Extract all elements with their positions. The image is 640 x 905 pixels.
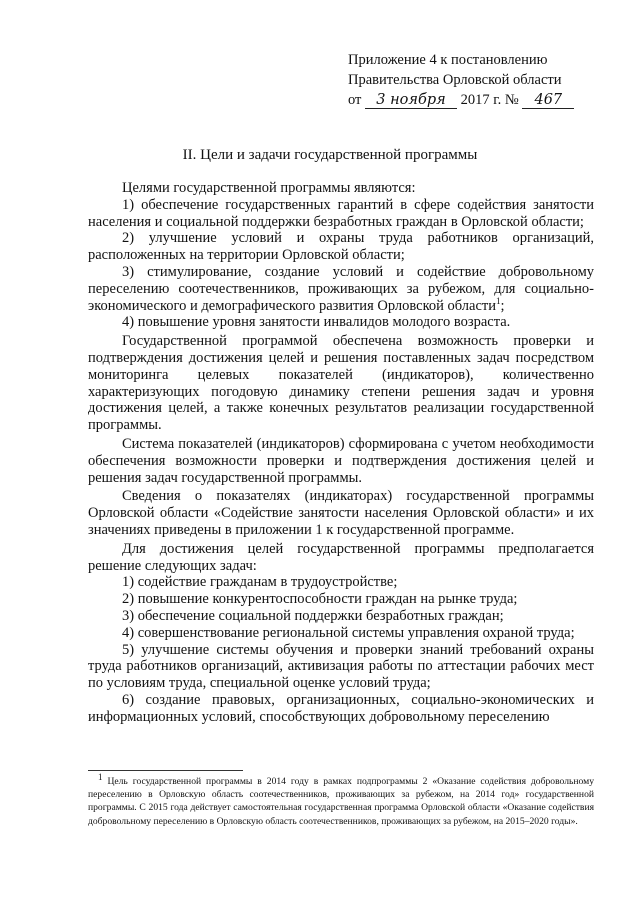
footnote-text (88, 771, 594, 828)
paragraph: Система показателей (индикаторов) сформирована с учетом необходимости обеспечения возможности проверки и подтверждения достижения целей и решения задач государственной программы. (88, 435, 594, 486)
paragraph-text: 3) стимулирование, создание условий и содействие добровольному переселению соотечественников, проживающих за рубежом, для социально-экономического и демографического развития Орловской области (88, 263, 594, 314)
document-body (88, 180, 594, 726)
paragraph: 2) улучшение условий и охраны труда работников организаций, расположенных на территории Орловской области; (88, 230, 594, 264)
footnote-marker: 1 (98, 771, 103, 782)
paragraph: Государственной программой обеспечена возможность проверки и подтверждения достижения целей и решения поставленных задач посредством мониторинга целевых показателей (индикаторов), количественно характеризующих погодовую динамику степени решения задач и уровня достижения целей, а также конечных результатов реализации государственной программы. (88, 333, 594, 434)
paragraph: Целями государственной программы являются: (122, 180, 416, 196)
paragraph: 1) обеспечение государственных гарантий в сфере содействия занятости населения и социальной поддержки безработных граждан в Орловской области; (88, 196, 594, 230)
footnote-body: Цель государственной программы в 2014 году в рамках подпрограммы 2 «Оказание содействия добровольному переселению в Орловскую область соотечественников, проживающих за рубежом, на 2014 год» государственной программы. С 2015 года действует самостоятельная государственная программа Орловской области «Оказание содействия добровольному переселению в Орловскую область соотечественников, проживающих за рубежом, на 2015–2020 годы». (88, 776, 594, 827)
appendix-header (348, 50, 618, 110)
date-prefix: от (348, 92, 362, 108)
header-year: 2017 г. № (460, 92, 519, 108)
section-title: II. Цели и задачи государственной программы (182, 147, 478, 163)
paragraph-with-footnote (88, 264, 594, 314)
footnote (88, 771, 594, 828)
header-date-line (348, 90, 618, 110)
footnote-divider (88, 770, 243, 771)
paragraph: Для достижения целей государственной программы предполагается решение следующих задач: (88, 540, 594, 574)
footnote-ref: 1 (496, 295, 501, 306)
paragraph: 1) содействие гражданам в трудоустройстве; (122, 574, 398, 591)
paragraph: 3) обеспечение социальной поддержки безработных граждан; (122, 607, 504, 624)
paragraph: 2) повышение конкурентоспособности граждан на рынке труда; (122, 591, 518, 608)
header-line-2: Правительства Орловской области (348, 72, 562, 88)
header-line-1: Приложение 4 к постановлению (348, 52, 548, 68)
paragraph: 4) совершенствование региональной системы управления охраной труда; (122, 624, 575, 641)
paragraph: 6) создание правовых, организационных, социально-экономических и информационных условий, способствующих добровольному переселению (88, 691, 594, 725)
paragraph: Сведения о показателях (индикаторах) государственной программы Орловской области «Содействие занятости населения Орловской области» и их значениях приведены в приложении 1 к государственной программе. (88, 488, 594, 538)
paragraph-tail: ; (500, 297, 505, 314)
handwritten-number: 467 (522, 92, 574, 109)
paragraph: 5) улучшение системы обучения и проверки знаний требований охраны труда работников организаций, активизация работы по аттестации рабочих мест по условиям труда, специальной оценке условий труда; (88, 641, 594, 692)
handwritten-date: 3 ноября (365, 92, 457, 109)
paragraph: 4) повышение уровня занятости инвалидов молодого возраста. (122, 314, 511, 331)
